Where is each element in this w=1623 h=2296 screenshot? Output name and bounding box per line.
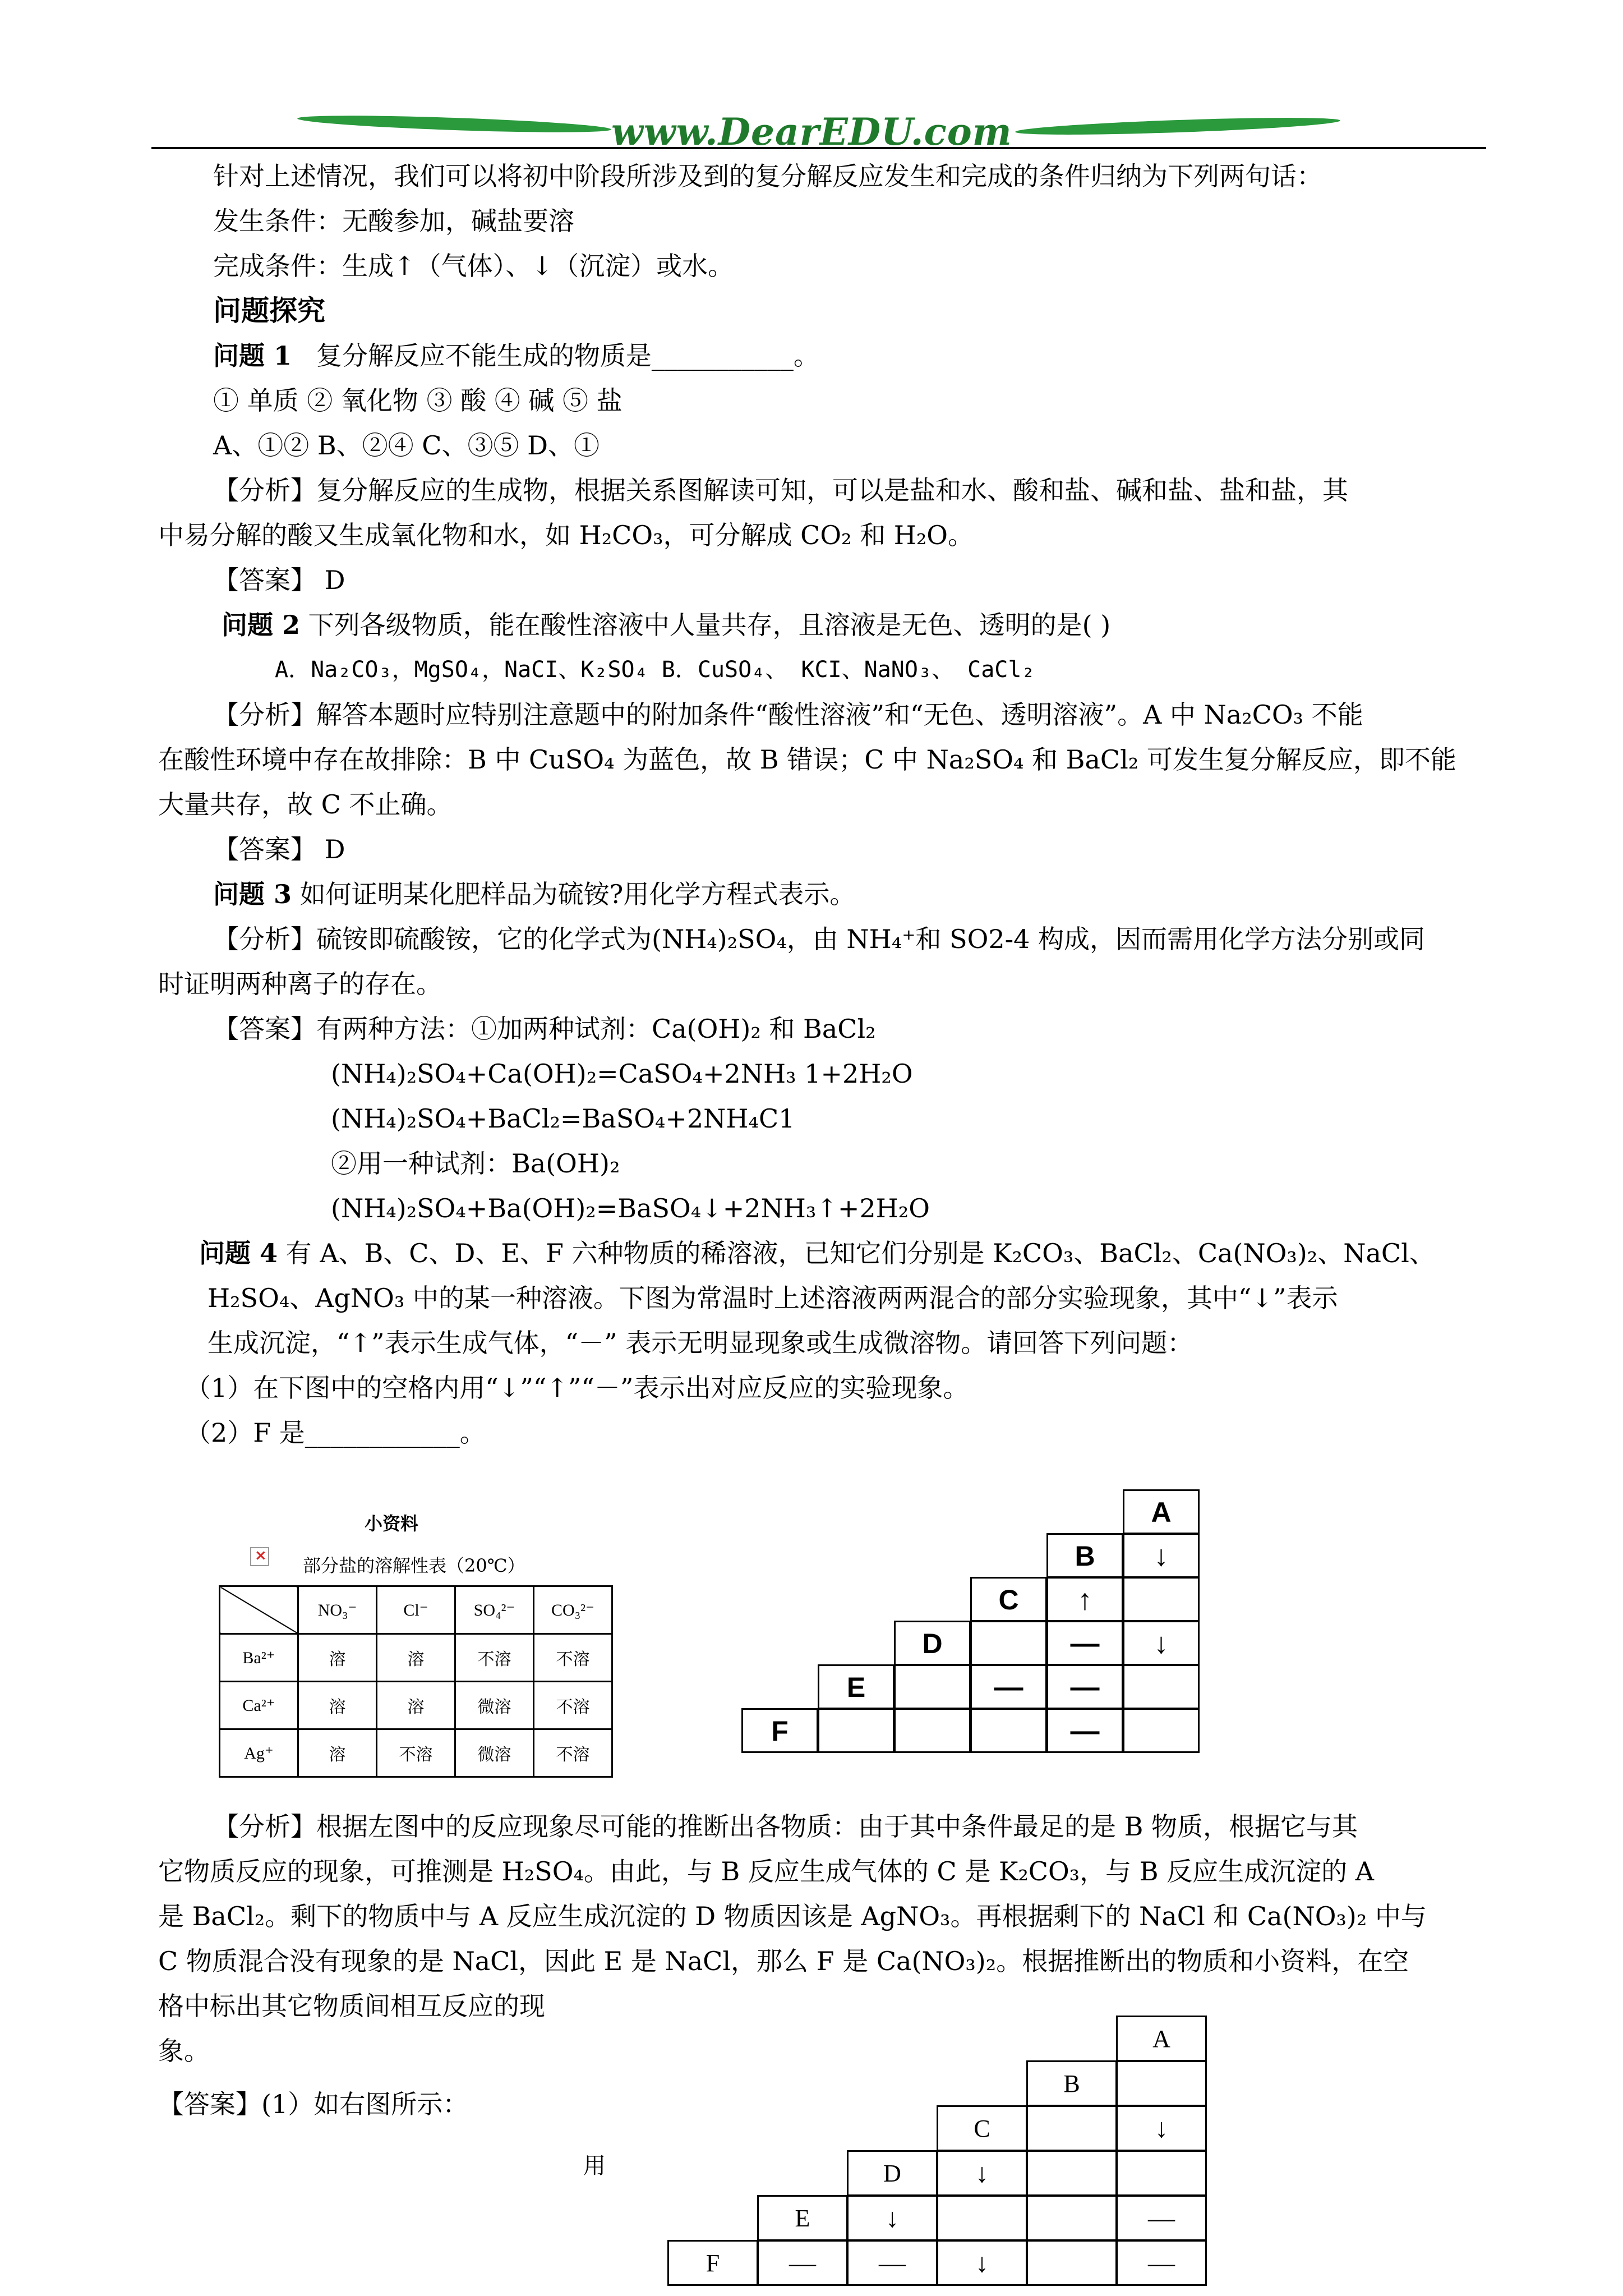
grid-label-c: C — [937, 2105, 1027, 2151]
q3-analysis-cont: 时证明两种离子的存在。 — [158, 969, 442, 999]
q2-analysis-cont: 在酸性环境中存在故排除：B 中 CuSO₄ 为蓝色，故 B 错误；C 中 Na₂SO₄ 和 BaCl₂ 可发生复分解反应，即不能 — [158, 744, 1456, 775]
q4-part-2: （2）F 是____________。 — [185, 1418, 486, 1448]
q4-part-1: （1）在下图中的空格内用“↓”“↑”“－”表示出对应反应的实验现象。 — [185, 1373, 969, 1403]
q4-text-cont: H₂SO₄、AgNO₃ 中的某一种溶液。下图为常温时上述溶液两两混合的部分实验现象，其中“↓”表示 — [208, 1283, 1338, 1313]
row-ion: Ag⁺ — [220, 1729, 298, 1777]
grid-mark: — — [1046, 1708, 1123, 1753]
grid-label-d: D — [847, 2150, 938, 2196]
q2-label: 问题 2 — [222, 610, 301, 640]
q3-equation: (NH₄)₂SO₄+BaCl₂=BaSO₄+2NH₄C1 — [331, 1103, 795, 1134]
grid-label-a: A — [1116, 2016, 1207, 2062]
question-3 — [213, 877, 855, 912]
q3-analysis: 【分析】硫铵即硫酸铵，它的化学式为(NH₄)₂SO₄，由 NH₄⁺和 SO2-4 构成，因而需用化学方法分别或同 — [213, 924, 1426, 954]
q4-text-cont: 生成沉淀，“↑”表示生成气体，“－” 表示无明显现象或生成微溶物。请回答下列问题： — [208, 1328, 1193, 1358]
grid-mark: ↓ — [1123, 1621, 1200, 1665]
q4-analysis-cont: 格中标出其它物质间相互反应的现 — [158, 1991, 545, 2021]
grid-mark: ↓ — [1123, 1533, 1200, 1578]
stray-char: 用 — [583, 2153, 606, 2179]
grid-cell-empty — [970, 1708, 1047, 1753]
question-2 — [222, 608, 1110, 642]
q2-answer: 【答案】 D — [213, 834, 345, 864]
site-logo: www.DearEDU.com — [611, 110, 1012, 154]
grid-mark: ↓ — [937, 2150, 1027, 2196]
grid-label-e: E — [757, 2195, 848, 2241]
grid-mark: — — [1046, 1621, 1123, 1665]
grid-mark: ↓ — [937, 2240, 1027, 2286]
q4-text: 有 A、B、C、D、E、F 六种物质的稀溶液，已知它们分别是 K₂CO₃、BaCl₂、Ca(NO₃)₂、NaCl、 — [285, 1238, 1435, 1268]
grid-label-c: C — [970, 1577, 1047, 1622]
header-swoosh-left — [297, 112, 611, 136]
table-cell: 不溶 — [534, 1682, 612, 1729]
table-cell: 微溶 — [455, 1729, 534, 1777]
grid-mark: ↑ — [1046, 1577, 1123, 1622]
table-cell: 溶 — [377, 1634, 455, 1682]
solubility-table — [219, 1585, 613, 1778]
q3-answer-2: ②用一种试剂：Ba(OH)₂ — [331, 1148, 620, 1179]
grid-label-a: A — [1123, 1489, 1200, 1534]
table-header: Cl⁻ — [377, 1586, 455, 1634]
table-header-row — [220, 1586, 612, 1634]
grid-mark: — — [757, 2240, 848, 2286]
q4-analysis-cont: C 物质混合没有现象的是 NaCl，因此 E 是 NaCl，那么 F 是 Ca(NO₃)₂。根据推断出的物质和小资料，在空 — [158, 1946, 1409, 1976]
q1-answer: 【答案】 D — [213, 565, 345, 595]
grid-cell-empty — [1026, 2150, 1117, 2196]
q1-analysis: 【分析】复分解反应的生成物，根据关系图解读可知，可以是盐和水、酸和盐、碱和盐、盐和盐，其 — [213, 475, 1348, 505]
q1-analysis-cont: 中易分解的酸又生成氧化物和水，如 H₂CO₃，可分解成 CO₂ 和 H₂O。 — [158, 520, 974, 550]
question-1 — [213, 338, 819, 373]
grid-cell-empty — [894, 1664, 971, 1709]
q1-items: ① 单质 ② 氧化物 ③ 酸 ④ 碱 ⑤ 盐 — [213, 385, 623, 416]
grid-mark: — — [847, 2240, 938, 2286]
grid-cell-empty — [1026, 2240, 1117, 2286]
q4-analysis-cont: 它物质反应的现象，可推测是 H₂SO₄。由此，与 B 反应生成气体的 C 是 K₂CO₃，与 B 反应生成沉淀的 A — [158, 1856, 1374, 1887]
section-title: 问题探究 — [213, 294, 325, 327]
table-cell: 溶 — [298, 1634, 377, 1682]
table-cell: 不溶 — [534, 1634, 612, 1682]
broken-image-icon: × — [250, 1547, 269, 1566]
q1-options: A、①② B、②④ C、③⑤ D、① — [213, 430, 600, 461]
q2-text: 下列各级物质，能在酸性溶液中人量共存，且溶液是无色、透明的是( ) — [308, 610, 1111, 640]
text-line: 完成条件：生成↑（气体）、↓（沉淀）或水。 — [213, 251, 734, 281]
table-cell: 不溶 — [377, 1729, 455, 1777]
q3-text: 如何证明某化肥样品为硫铵?用化学方程式表示。 — [299, 879, 856, 909]
grid-label-b: B — [1026, 2060, 1117, 2106]
q1-label: 问题 1 — [213, 341, 292, 371]
q4-label: 问题 4 — [199, 1238, 278, 1268]
grid-cell-empty — [818, 1708, 895, 1753]
grid-cell-empty — [937, 2195, 1027, 2241]
grid-label-e: E — [818, 1664, 895, 1709]
header-rule — [151, 147, 1486, 149]
table-cell: 微溶 — [455, 1682, 534, 1729]
grid-label-d: D — [894, 1621, 971, 1665]
table-cell: 溶 — [298, 1729, 377, 1777]
question-4 — [199, 1236, 1435, 1271]
table-row — [220, 1634, 612, 1682]
grid-cell-empty — [1026, 2195, 1117, 2241]
row-ion: Ba²⁺ — [220, 1634, 298, 1682]
grid-cell-empty — [1026, 2105, 1117, 2151]
table-header: NO₃⁻ — [298, 1586, 377, 1634]
table-cell: 不溶 — [534, 1729, 612, 1777]
grid-cell-empty — [970, 1621, 1047, 1665]
grid-mark: — — [970, 1664, 1047, 1709]
grid-cell-empty — [1123, 1577, 1200, 1622]
header-swoosh-right — [1015, 114, 1340, 138]
table-cell: 不溶 — [455, 1634, 534, 1682]
grid-mark: — — [1116, 2240, 1207, 2286]
table-header: SO₄²⁻ — [455, 1586, 534, 1634]
q4-analysis-cont: 是 BaCl₂。剩下的物质中与 A 反应生成沉淀的 D 物质因该是 AgNO₃。再根据剩下的 NaCl 和 Ca(NO₃)₂ 中与 — [158, 1901, 1427, 1931]
q3-label: 问题 3 — [213, 879, 292, 909]
q2-analysis-cont: 大量共存，故 C 不止确。 — [158, 789, 453, 820]
grid-mark: — — [1116, 2195, 1207, 2241]
table-cell: 溶 — [377, 1682, 455, 1729]
text-line: 发生条件：无酸参加，碱盐要溶 — [213, 206, 574, 236]
q3-equation: (NH₄)₂SO₄+Ca(OH)₂=CaSO₄+2NH₃ 1+2H₂O — [331, 1059, 913, 1089]
grid-mark: — — [1046, 1664, 1123, 1709]
q4-analysis: 【分析】根据左图中的反应现象尽可能的推断出各物质：由于其中条件最足的是 B 物质，根据它与其 — [213, 1811, 1358, 1842]
grid-cell-empty — [1116, 2060, 1207, 2106]
grid-mark: ↓ — [847, 2195, 938, 2241]
grid-label-f: F — [667, 2240, 758, 2286]
q4-answer: 【答案】(1）如右图所示： — [158, 2089, 469, 2119]
grid-mark: ↓ — [1116, 2105, 1207, 2151]
q4-analysis-cont: 象。 — [158, 2036, 210, 2066]
q3-answer: 【答案】有两种方法：①加两种试剂：Ca(OH)₂ 和 BaCl₂ — [213, 1014, 876, 1044]
sol-title: 小资料 — [365, 1513, 419, 1534]
table-header: CO₃²⁻ — [534, 1586, 612, 1634]
table-cell: 溶 — [298, 1682, 377, 1729]
grid-cell-empty — [1116, 2150, 1207, 2196]
table-row — [220, 1729, 612, 1777]
table-corner — [220, 1586, 298, 1634]
row-ion: Ca²⁺ — [220, 1682, 298, 1729]
grid-label-f: F — [741, 1708, 818, 1753]
grid-cell-empty — [894, 1708, 971, 1753]
q2-options: A．Na₂CO₃，MgSO₄，NaCI、K₂SO₄ B．CuSO₄、 KCI、NaNO₃、 CaCl₂ — [275, 657, 1035, 683]
q1-text: 复分解反应不能生成的物质是___________。 — [316, 341, 819, 371]
grid-label-b: B — [1046, 1533, 1123, 1578]
q2-analysis: 【分析】解答本题时应特别注意题中的附加条件“酸性溶液”和“无色、透明溶液”。A 中 Na₂CO₃ 不能 — [213, 700, 1363, 730]
text-line: 针对上述情况，我们可以将初中阶段所涉及到的复分解反应发生和完成的条件归纳为下列两句话： — [213, 161, 1322, 191]
q3-equation: (NH₄)₂SO₄+Ba(OH)₂=BaSO₄↓+2NH₃↑+2H₂O — [331, 1193, 930, 1223]
sol-caption: 部分盐的溶解性表（20℃） — [303, 1555, 525, 1576]
table-row — [220, 1682, 612, 1729]
grid-cell-empty — [1123, 1664, 1200, 1709]
grid-cell-empty — [1123, 1708, 1200, 1753]
